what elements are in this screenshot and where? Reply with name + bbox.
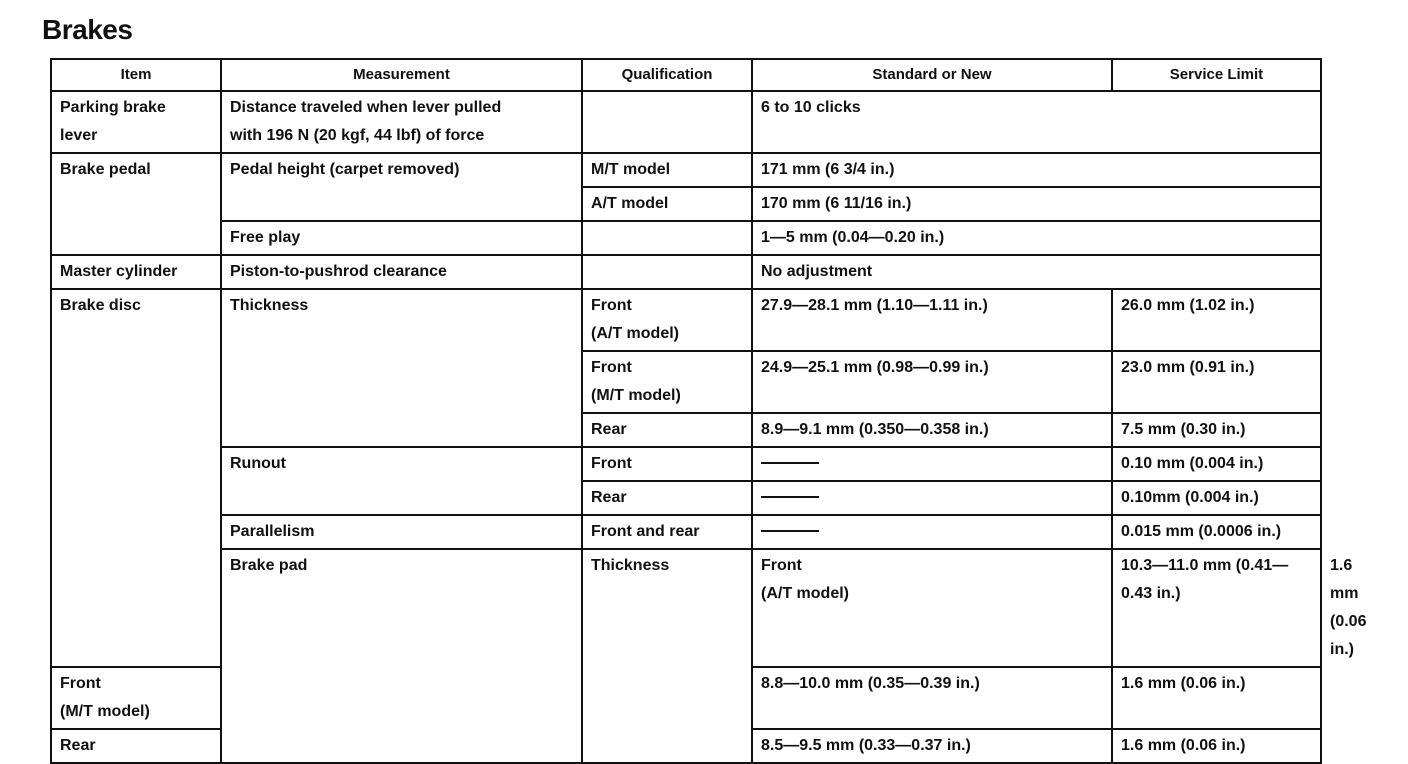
qualification-cell <box>582 91 752 153</box>
header-item: Item <box>51 59 221 91</box>
service-limit-cell: 0.10mm (0.004 in.) <box>1112 481 1321 515</box>
measurement-cell: Runout <box>221 447 582 515</box>
header-service-limit: Service Limit <box>1112 59 1321 91</box>
standard-cell <box>752 481 1112 515</box>
not-applicable-dash <box>761 530 819 532</box>
table-row: Brake pad Thickness Front (A/T model) 10.3—11.0 mm (0.41—0.43 in.) 1.6 mm (0.06 in.) <box>51 549 1321 667</box>
qualification-cell: Front (M/T model) <box>51 667 221 729</box>
brakes-spec-table <box>50 58 1367 764</box>
standard-cell: 27.9—28.1 mm (1.10—1.11 in.) <box>752 289 1112 351</box>
measurement-cell: Pedal height (carpet removed) <box>221 153 582 221</box>
service-limit-cell: 26.0 mm (1.02 in.) <box>1112 289 1321 351</box>
qualification-cell: Rear <box>582 481 752 515</box>
item-cell: Master cylinder <box>51 255 221 289</box>
standard-cell: 8.9—9.1 mm (0.350—0.358 in.) <box>752 413 1112 447</box>
table-row <box>51 289 1321 351</box>
table-row <box>51 447 1321 481</box>
qualification-cell: Front (A/T model) <box>752 549 1112 667</box>
table-row <box>51 153 1321 187</box>
item-cell: Parking brake lever <box>51 91 221 153</box>
standard-cell: 170 mm (6 11/16 in.) <box>752 187 1321 221</box>
measurement-cell: Thickness <box>582 549 752 763</box>
standard-cell: 24.9—25.1 mm (0.98—0.99 in.) <box>752 351 1112 413</box>
header-standard: Standard or New <box>752 59 1112 91</box>
item-cell: Brake disc <box>51 289 221 667</box>
service-limit-cell: 7.5 mm (0.30 in.) <box>1112 413 1321 447</box>
measurement-cell: Piston-to-pushrod clearance <box>221 255 582 289</box>
standard-cell: 8.8—10.0 mm (0.35—0.39 in.) <box>752 667 1112 729</box>
service-limit-cell: 1.6 mm (0.06 in.) <box>1112 729 1321 763</box>
qualification-cell: M/T model <box>582 153 752 187</box>
qualification-cell: Rear <box>582 413 752 447</box>
table-row <box>51 255 1321 289</box>
measurement-cell: Parallelism <box>221 515 582 549</box>
page-title: Brakes <box>42 14 133 45</box>
service-limit-cell: 23.0 mm (0.91 in.) <box>1112 351 1321 413</box>
qualification-cell <box>582 255 752 289</box>
header-qualification: Qualification <box>582 59 752 91</box>
table-row <box>51 515 1321 549</box>
measurement-cell: Thickness <box>221 289 582 447</box>
item-cell: Brake pedal <box>51 153 221 255</box>
table-header-row <box>51 59 1321 91</box>
standard-cell: 171 mm (6 3/4 in.) <box>752 153 1321 187</box>
qualification-cell: Rear <box>51 729 221 763</box>
qualification-cell: Front and rear <box>582 515 752 549</box>
standard-cell: 1—5 mm (0.04—0.20 in.) <box>752 221 1321 255</box>
standard-cell <box>752 447 1112 481</box>
not-applicable-dash <box>761 496 819 498</box>
qualification-cell: A/T model <box>582 187 752 221</box>
qualification-cell <box>582 221 752 255</box>
qualification-cell: Front (A/T model) <box>582 289 752 351</box>
not-applicable-dash <box>761 462 819 464</box>
service-limit-cell: 1.6 mm (0.06 in.) <box>1112 667 1321 729</box>
header-measurement: Measurement <box>221 59 582 91</box>
standard-cell: No adjustment <box>752 255 1321 289</box>
measurement-cell: Distance traveled when lever pulled with 196 N (20 kgf, 44 lbf) of force <box>221 91 582 153</box>
qualification-cell: Front (M/T model) <box>582 351 752 413</box>
table-row <box>51 221 1321 255</box>
measurement-cell: Free play <box>221 221 582 255</box>
standard-cell: 10.3—11.0 mm (0.41—0.43 in.) <box>1112 549 1321 667</box>
standard-cell <box>752 515 1112 549</box>
item-cell: Brake pad <box>221 549 582 763</box>
service-limit-cell: 0.015 mm (0.0006 in.) <box>1112 515 1321 549</box>
service-limit-cell: 0.10 mm (0.004 in.) <box>1112 447 1321 481</box>
table-row <box>51 91 1321 153</box>
standard-cell: 8.5—9.5 mm (0.33—0.37 in.) <box>752 729 1112 763</box>
qualification-cell: Front <box>582 447 752 481</box>
standard-cell: 6 to 10 clicks <box>752 91 1321 153</box>
